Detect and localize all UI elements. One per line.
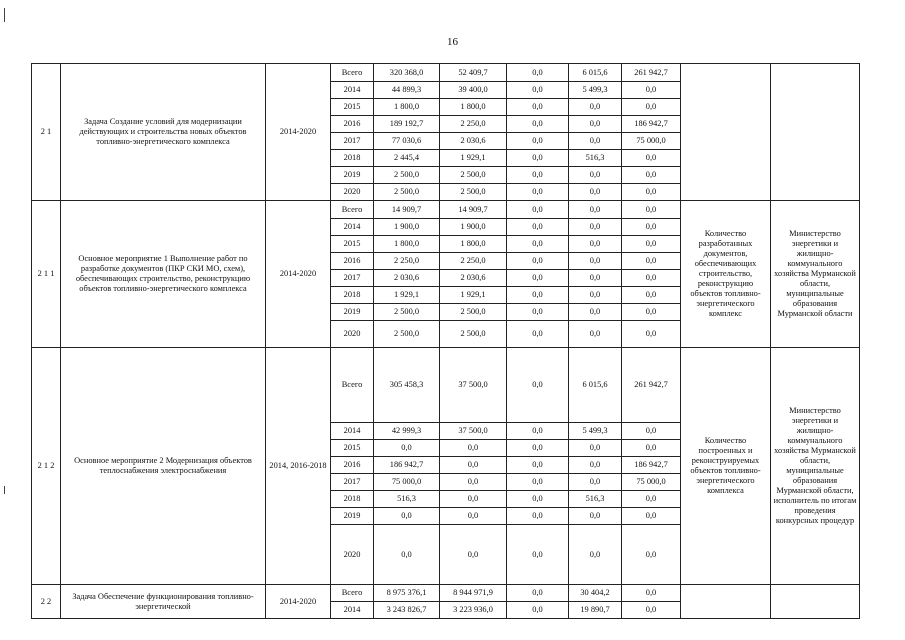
amount-cell: 19 890,7 [569, 602, 622, 619]
year-cell: 2019 [331, 167, 374, 184]
table-row [32, 64, 860, 82]
amount-cell: 0,0 [622, 423, 681, 440]
year-cell: 2020 [331, 184, 374, 201]
amount-cell: 0,0 [507, 304, 569, 321]
amount-cell: 0,0 [507, 287, 569, 304]
amount-cell: 516,3 [569, 491, 622, 508]
amount-cell: 0,0 [622, 253, 681, 270]
activity-name: Основное мероприятие 1 Выполнение работ по разработке документов (ПКР СКИ МО, схем), обеспечивающих строительство, реконструкцию объектов топливно-энергетического комплекса [61, 201, 266, 348]
amount-cell: 30 404,2 [569, 585, 622, 602]
amount-cell: 0,0 [622, 602, 681, 619]
amount-cell: 75 000,0 [374, 474, 440, 491]
amount-cell: 0,0 [569, 116, 622, 133]
year-cell: 2018 [331, 287, 374, 304]
amount-cell: 0,0 [507, 423, 569, 440]
amount-cell: 77 030,6 [374, 133, 440, 150]
year-cell: Всего [331, 585, 374, 602]
year-cell: 2016 [331, 253, 374, 270]
amount-cell: 0,0 [507, 474, 569, 491]
year-cell: 2020 [331, 321, 374, 348]
amount-cell: 0,0 [622, 287, 681, 304]
year-cell: 2015 [331, 236, 374, 253]
amount-cell: 0,0 [569, 167, 622, 184]
amount-cell: 0,0 [507, 253, 569, 270]
activity-name: Основное мероприятие 2 Модернизация объектов теплоснабжения электроснабжения [61, 348, 266, 585]
amount-cell: 1 800,0 [374, 236, 440, 253]
amount-cell: 5 499,3 [569, 423, 622, 440]
amount-cell: 2 030,6 [374, 270, 440, 287]
amount-cell: 0,0 [374, 440, 440, 457]
amount-cell: 0,0 [569, 236, 622, 253]
table-row [32, 348, 860, 423]
amount-cell: 37 500,0 [440, 423, 507, 440]
row-number: 2 1 2 [32, 348, 61, 585]
year-cell: 2015 [331, 99, 374, 116]
amount-cell: 261 942,7 [622, 64, 681, 82]
amount-cell: 0,0 [569, 287, 622, 304]
amount-cell: 0,0 [569, 201, 622, 219]
year-cell: 2016 [331, 116, 374, 133]
amount-cell: 0,0 [507, 525, 569, 585]
amount-cell: 2 500,0 [440, 167, 507, 184]
amount-cell: 0,0 [374, 508, 440, 525]
amount-cell: 0,0 [622, 219, 681, 236]
amount-cell: 0,0 [569, 133, 622, 150]
amount-cell: 0,0 [440, 474, 507, 491]
amount-cell: 2 250,0 [374, 253, 440, 270]
year-cell: 2017 [331, 270, 374, 287]
amount-cell: 2 500,0 [374, 321, 440, 348]
year-cell: 2014 [331, 219, 374, 236]
amount-cell: 1 929,1 [374, 287, 440, 304]
year-cell: 2014 [331, 602, 374, 619]
amount-cell: 0,0 [507, 99, 569, 116]
amount-cell: 14 909,7 [374, 201, 440, 219]
amount-cell: 0,0 [507, 270, 569, 287]
amount-cell: 0,0 [507, 201, 569, 219]
scan-edge-mark [4, 8, 5, 22]
amount-cell: 0,0 [507, 82, 569, 99]
table-body [32, 64, 860, 619]
amount-cell: 0,0 [569, 474, 622, 491]
amount-cell: 0,0 [622, 167, 681, 184]
amount-cell: 75 000,0 [622, 474, 681, 491]
amount-cell: 0,0 [507, 184, 569, 201]
amount-cell: 2 250,0 [440, 116, 507, 133]
amount-cell: 42 999,3 [374, 423, 440, 440]
amount-cell: 0,0 [569, 304, 622, 321]
table-row [32, 585, 860, 602]
amount-cell: 0,0 [507, 64, 569, 82]
row-number: 2 1 1 [32, 201, 61, 348]
year-cell: 2018 [331, 150, 374, 167]
amount-cell: 0,0 [622, 201, 681, 219]
amount-cell: 0,0 [622, 270, 681, 287]
amount-cell: 0,0 [569, 321, 622, 348]
amount-cell: 0,0 [507, 167, 569, 184]
amount-cell: 0,0 [569, 440, 622, 457]
amount-cell: 0,0 [622, 491, 681, 508]
responsible-cell: Министерство энергетики и жилищно-коммунального хозяйства Мурманской области, муниципальные образования Мурманской области, исполнитель по итогам проведения конкурсных процедур [771, 348, 860, 585]
year-cell: 2020 [331, 525, 374, 585]
amount-cell: 0,0 [569, 99, 622, 116]
amount-cell: 2 500,0 [440, 321, 507, 348]
responsible-cell-empty [771, 64, 860, 201]
amount-cell: 0,0 [507, 321, 569, 348]
amount-cell: 6 015,6 [569, 64, 622, 82]
amount-cell: 0,0 [569, 184, 622, 201]
amount-cell: 186 942,7 [622, 457, 681, 474]
amount-cell: 261 942,7 [622, 348, 681, 423]
amount-cell: 0,0 [507, 508, 569, 525]
amount-cell: 1 929,1 [440, 150, 507, 167]
amount-cell: 0,0 [507, 236, 569, 253]
amount-cell: 516,3 [374, 491, 440, 508]
amount-cell: 2 030,6 [440, 270, 507, 287]
amount-cell: 0,0 [569, 525, 622, 585]
amount-cell: 1 900,0 [374, 219, 440, 236]
amount-cell: 0,0 [440, 491, 507, 508]
indicator-cell: Количество разработанных документов, обеспечивающих строительство, реконструкцию объектов топливно-энергетического комплекс [681, 201, 771, 348]
implementation-period: 2014-2020 [266, 201, 331, 348]
amount-cell: 2 250,0 [440, 253, 507, 270]
year-cell: 2016 [331, 457, 374, 474]
amount-cell: 0,0 [622, 82, 681, 99]
row-number: 2 1 [32, 64, 61, 201]
amount-cell: 0,0 [507, 457, 569, 474]
amount-cell: 8 944 971,9 [440, 585, 507, 602]
scan-edge-mark [4, 486, 5, 494]
amount-cell: 0,0 [507, 150, 569, 167]
amount-cell: 39 400,0 [440, 82, 507, 99]
amount-cell: 0,0 [622, 184, 681, 201]
year-cell: 2014 [331, 423, 374, 440]
amount-cell: 186 942,7 [622, 116, 681, 133]
amount-cell: 320 368,0 [374, 64, 440, 82]
amount-cell: 8 975 376,1 [374, 585, 440, 602]
amount-cell: 2 500,0 [374, 304, 440, 321]
amount-cell: 3 223 936,0 [440, 602, 507, 619]
amount-cell: 5 499,3 [569, 82, 622, 99]
amount-cell: 1 929,1 [440, 287, 507, 304]
amount-cell: 0,0 [569, 219, 622, 236]
amount-cell: 44 899,3 [374, 82, 440, 99]
amount-cell: 0,0 [569, 457, 622, 474]
amount-cell: 0,0 [622, 99, 681, 116]
amount-cell: 0,0 [622, 236, 681, 253]
amount-cell: 0,0 [507, 116, 569, 133]
implementation-period: 2014-2020 [266, 585, 331, 619]
year-cell: 2017 [331, 133, 374, 150]
amount-cell: 0,0 [440, 508, 507, 525]
amount-cell: 6 015,6 [569, 348, 622, 423]
year-cell: 2019 [331, 508, 374, 525]
amount-cell: 0,0 [507, 348, 569, 423]
amount-cell: 189 192,7 [374, 116, 440, 133]
amount-cell: 516,3 [569, 150, 622, 167]
amount-cell: 2 500,0 [374, 167, 440, 184]
year-cell: Всего [331, 201, 374, 219]
amount-cell: 0,0 [569, 508, 622, 525]
indicator-cell-empty [681, 64, 771, 201]
responsible-cell-empty [771, 585, 860, 619]
amount-cell: 0,0 [622, 150, 681, 167]
amount-cell: 186 942,7 [374, 457, 440, 474]
amount-cell: 3 243 826,7 [374, 602, 440, 619]
page-number: 16 [447, 36, 458, 48]
amount-cell: 2 445,4 [374, 150, 440, 167]
amount-cell: 0,0 [622, 525, 681, 585]
year-cell: Всего [331, 64, 374, 82]
amount-cell: 0,0 [507, 219, 569, 236]
amount-cell: 52 409,7 [440, 64, 507, 82]
amount-cell: 0,0 [440, 457, 507, 474]
amount-cell: 0,0 [440, 525, 507, 585]
amount-cell: 1 800,0 [440, 99, 507, 116]
amount-cell: 0,0 [507, 491, 569, 508]
amount-cell: 1 900,0 [440, 219, 507, 236]
year-cell: 2015 [331, 440, 374, 457]
program-financing-table [31, 63, 860, 619]
amount-cell: 2 500,0 [440, 184, 507, 201]
amount-cell: 0,0 [622, 440, 681, 457]
indicator-cell-empty [681, 585, 771, 619]
amount-cell: 0,0 [440, 440, 507, 457]
amount-cell: 14 909,7 [440, 201, 507, 219]
year-cell: 2017 [331, 474, 374, 491]
row-number: 2 2 [32, 585, 61, 619]
amount-cell: 0,0 [374, 525, 440, 585]
amount-cell: 0,0 [622, 321, 681, 348]
amount-cell: 1 800,0 [374, 99, 440, 116]
amount-cell: 0,0 [507, 602, 569, 619]
table-row [32, 201, 860, 219]
amount-cell: 2 500,0 [440, 304, 507, 321]
amount-cell: 0,0 [507, 133, 569, 150]
indicator-cell: Количество построенных и реконструируемых объектов топливно-энергетического комплекса [681, 348, 771, 585]
activity-name: Задача Обеспечение функционирования топливно-энергетической [61, 585, 266, 619]
amount-cell: 75 000,0 [622, 133, 681, 150]
amount-cell: 0,0 [507, 440, 569, 457]
amount-cell: 1 800,0 [440, 236, 507, 253]
activity-name: Задача Создание условий для модернизации действующих и строительства новых объектов топливно-энергетического комплекса [61, 64, 266, 201]
amount-cell: 305 458,3 [374, 348, 440, 423]
amount-cell: 0,0 [622, 304, 681, 321]
amount-cell: 2 500,0 [374, 184, 440, 201]
year-cell: 2018 [331, 491, 374, 508]
amount-cell: 0,0 [622, 585, 681, 602]
amount-cell: 0,0 [569, 270, 622, 287]
amount-cell: 0,0 [622, 508, 681, 525]
amount-cell: 37 500,0 [440, 348, 507, 423]
year-cell: 2019 [331, 304, 374, 321]
responsible-cell: Министерство энергетики и жилищно-коммунального хозяйства Мурманской области, муниципальные образования Мурманской области [771, 201, 860, 348]
year-cell: Всего [331, 348, 374, 423]
implementation-period: 2014, 2016-2018 [266, 348, 331, 585]
amount-cell: 2 030,6 [440, 133, 507, 150]
amount-cell: 0,0 [569, 253, 622, 270]
year-cell: 2014 [331, 82, 374, 99]
amount-cell: 0,0 [507, 585, 569, 602]
implementation-period: 2014-2020 [266, 64, 331, 201]
